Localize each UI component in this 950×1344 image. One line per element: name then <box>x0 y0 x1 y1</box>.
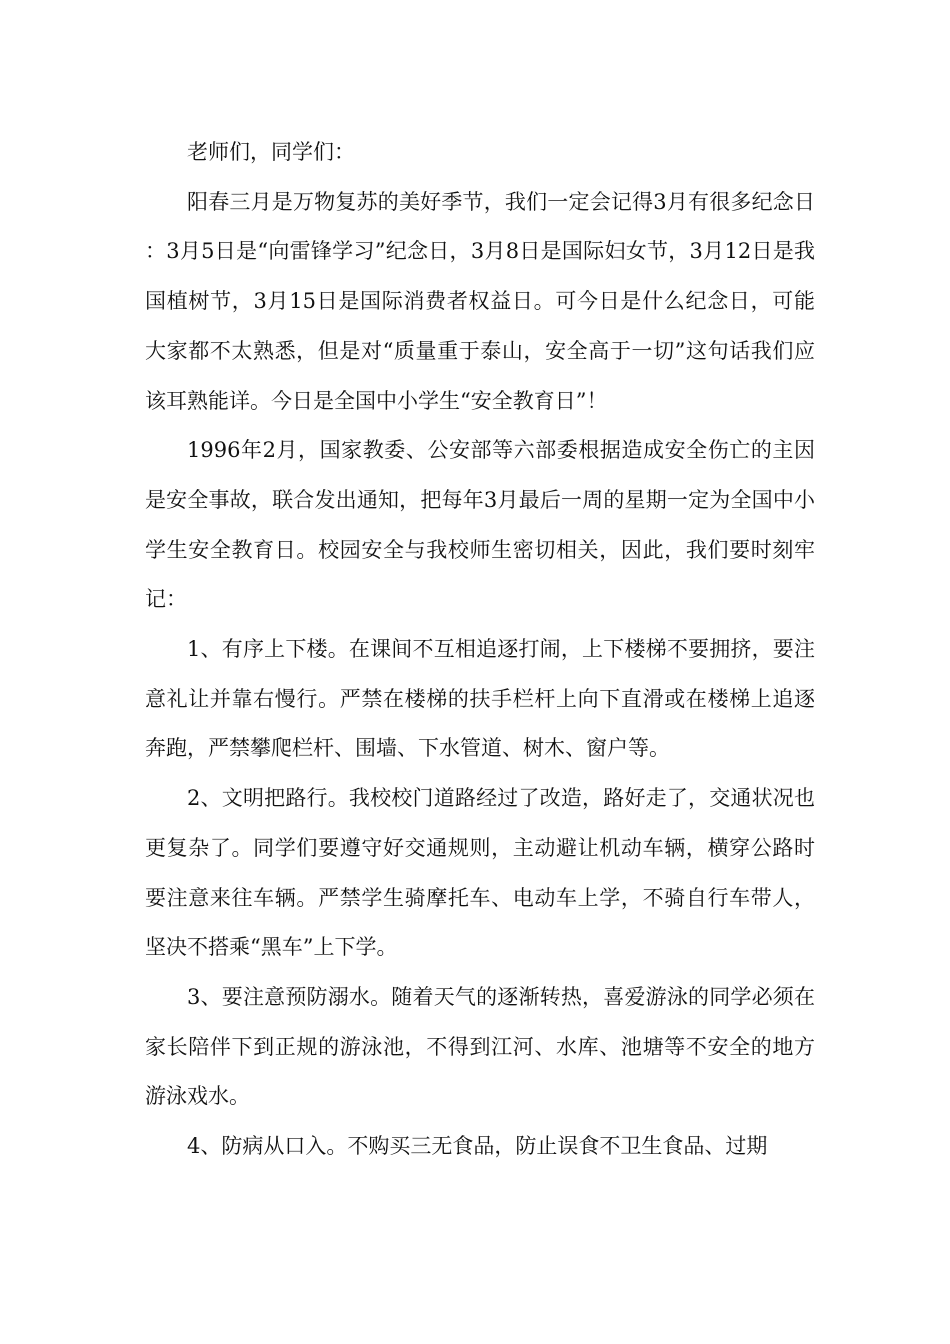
intro-paragraph: 阳春三月是万物复苏的美好季节，我们一定会记得3月有很多纪念日：3月5日是“向雷锋学习”纪念日，3月8日是国际妇女节，3月12日是我国植树节，3月15日是国际消费者权益日。可今日是什么纪念日，可能大家都不太熟悉，但是对“质量重于泰山，安全高于一切”这句话我们应该耳熟能详。今日是全国中小学生“安全教育日”！ <box>145 189 815 413</box>
rule-4-paragraph: 4、防病从口入。不购买三无食品，防止误食不卫生食品、过期 <box>187 1134 768 1159</box>
background-paragraph: 1996年2月，国家教委、公安部等六部委根据造成安全伤亡的主因是安全事故，联合发出通知，把每年3月最后一周的星期一定为全国中小学生安全教育日。校园安全与我校师生密切相关，因此，我们要时刻牢记： <box>145 438 815 612</box>
greeting-paragraph: 老师们，同学们： <box>187 140 355 164</box>
rule-1-paragraph: 1、有序上下楼。在课间不互相追逐打闹，上下楼梯不要拥挤，要注意礼让并靠右慢行。严禁在楼梯的扶手栏杆上向下直滑或在楼梯上追逐奔跑，严禁攀爬栏杆、围墙、下水管道、树木、窗户等。 <box>145 637 815 761</box>
document-body <box>145 128 815 1172</box>
rule-2-paragraph: 2、文明把路行。我校校门道路经过了改造，路好走了，交通状况也更复杂了。同学们要遵守好交通规则，主动避让机动车辆，横穿公路时要注意来往车辆。严禁学生骑摩托车、电动车上学，不骑自行车带人，坚决不搭乘“黑车”上下学。 <box>145 786 815 960</box>
rule-3-paragraph: 3、要注意预防溺水。随着天气的逐渐转热，喜爱游泳的同学必须在家长陪伴下到正规的游泳池，不得到江河、水库、池塘等不安全的地方游泳戏水。 <box>145 984 815 1109</box>
